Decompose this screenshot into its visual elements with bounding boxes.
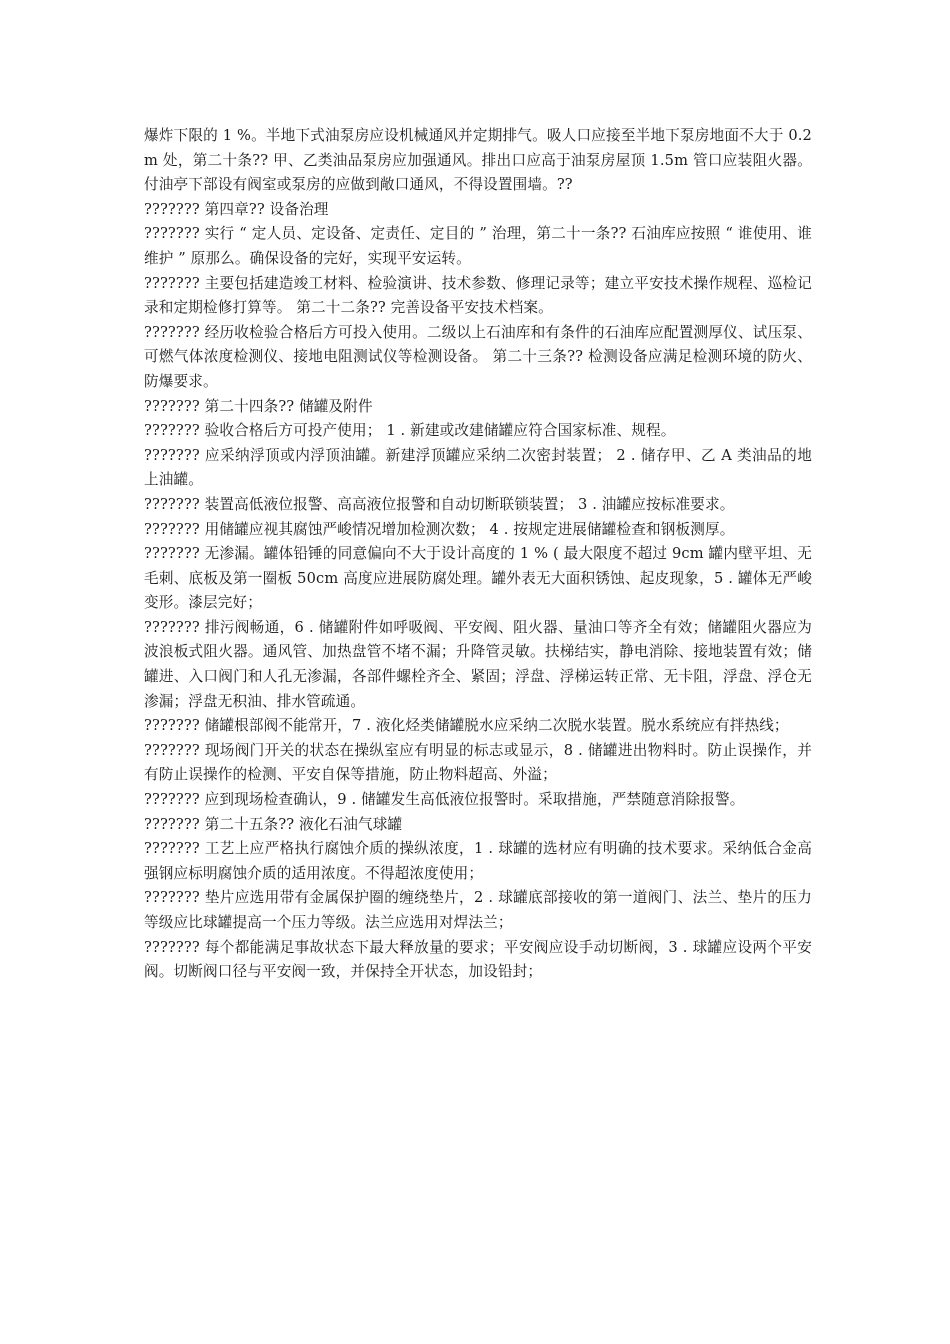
document-body [144,124,812,985]
paragraph: ??????? 垫片应选用带有金属保护圈的缠绕垫片，2 . 球罐底部接收的第一道阀门、法兰、垫片的压力等级应比球罐提高一个压力等级。法兰应选用对焊法兰； [144,889,812,931]
paragraph: ??????? 实行 “ 定人员、定设备、定责任、定目的 ” 治理，第二十一条?? 石油库应按照 “ 谁使用、谁维护 ” 原那么。确保设备的完好，实现平安运转。 [144,225,812,267]
paragraph: ??????? 应到现场检查确认，9 . 储罐发生高低液位报警时。采取措施，严禁随意消除报警。 [144,791,745,809]
paragraph: ??????? 储罐根部阀不能常开，7 . 液化烃类储罐脱水应采纳二次脱水装置。脱水系统应有拌热线； [144,717,789,735]
paragraph: ??????? 排污阀畅通，6 . 储罐附件如呼吸阀、平安阀、阻火器、量油口等齐全有效；储罐阻火器应为波浪板式阻火器。通风管、加热盘管不堵不漏；升降管灵敏。扶梯结实，静电消除、接地装置有效；储罐进、入口阀门和人孔无渗漏，各部件螺栓齐全、紧固；浮盘、浮梯运转正常、无卡阻，浮盘、浮仓无渗漏；浮盘无积油、排水管疏通。 [144,618,812,710]
paragraph: ??????? 现场阀门开关的状态在操纵室应有明显的标志或显示，8 . 储罐进出物料时。防止误操作，并有防止误操作的检测、平安自保等措施，防止物料超高、外溢； [144,741,812,784]
paragraph: ??????? 用储罐应视其腐蚀严峻情况增加检测次数； 4 . 按规定进展储罐检查和钢板测厚。 [144,520,735,538]
paragraph: ??????? 工艺上应严格执行腐蚀介质的操纵浓度，1 . 球罐的选材应有明确的技术要求。采纳低合金高强钢应标明腐蚀介质的适用浓度。不得超浓度使用； [144,840,812,882]
paragraph: ??????? 装置高低液位报警、高高液位报警和自动切断联锁装置； 3 . 油罐应按标准要求。 [144,495,735,513]
paragraph: ??????? 经历收检验合格后方可投入使用。二级以上石油库和有条件的石油库应配置测厚仪、试压泵、可燃气体浓度检测仪、接地电阻测试仪等检测设备。 第二十三条?? 检测设备应满足检测环境的防火、防爆要求。 [144,323,812,390]
section-heading: ??????? 第二十五条?? 液化石油气球罐 [144,815,403,833]
paragraph: ??????? 每个都能满足事故状态下最大释放量的要求；平安阀应设手动切断阀，3 . 球罐应设两个平安阀。切断阀口径与平安阀一致，并保持全开状态，加设铅封； [144,938,812,981]
paragraph: ??????? 无渗漏。罐体铅锤的同意偏向不大于设计高度的 1 % ( 最大限度不超过 9cm 罐内壁平坦、无毛刺、底板及第一圈板 50cm 高度应进展防腐处理。罐外表无大面积锈蚀、起皮现象，5 . 罐体无严峻变形。漆层完好； [144,545,812,612]
paragraph: 爆炸下限的 1 %。半地下式油泵房应设机械通风并定期排气。吸人口应接至半地下泵房地面不大于 0.2m 处，第二十条?? 甲、乙类油品泵房应加强通风。排出口应高于油泵房屋顶 1.5m 管口应装阻火器。付油亭下部设有阀室或泵房的应做到敞口通风，不得设置围墙。?? [144,127,812,194]
chapter-heading: ??????? 第四章?? 设备治理 [144,200,329,218]
section-heading: ??????? 第二十四条?? 储罐及附件 [144,397,373,415]
paragraph: ??????? 主要包括建造竣工材料、检验演讲、技术参数、修理记录等；建立平安技术操作规程、巡检记录和定期检修打算等。 第二十二条?? 完善设备平安技术档案。 [144,274,812,317]
paragraph: ??????? 验收合格后方可投产使用； 1 . 新建或改建储罐应符合国家标准、规程。 [144,422,676,440]
paragraph: ??????? 应采纳浮顶或内浮顶油罐。新建浮顶罐应采纳二次密封装置； 2 . 储存甲、乙 A 类油品的地上油罐。 [144,446,812,489]
